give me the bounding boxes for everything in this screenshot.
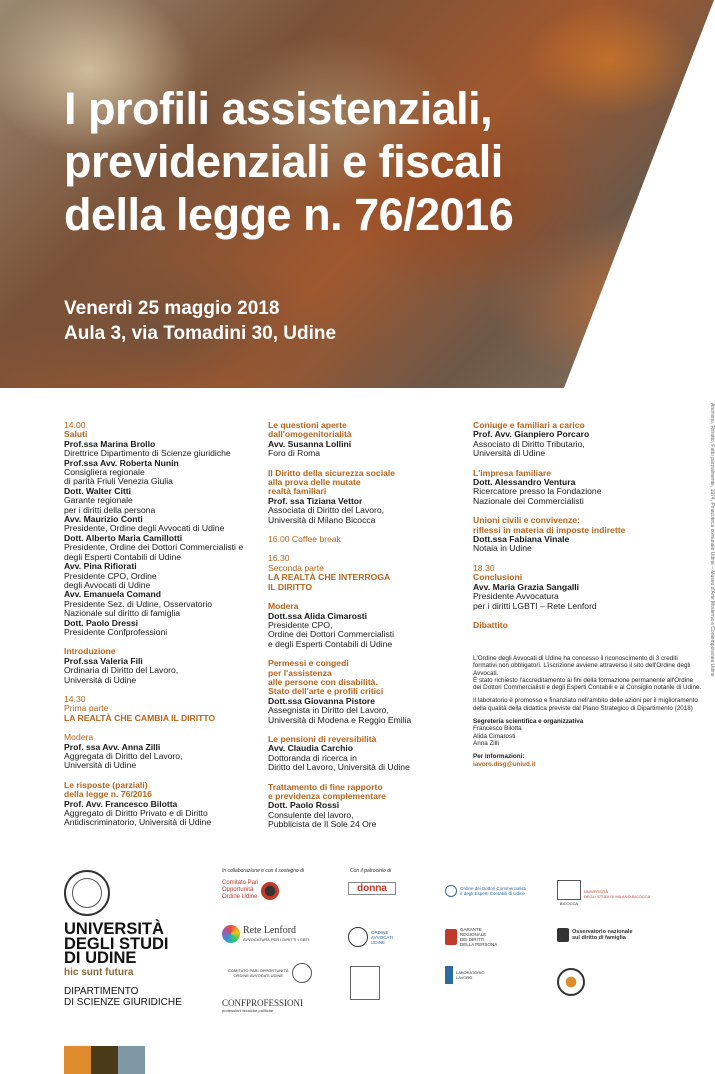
info-title: Per informazioni: — [473, 753, 525, 761]
time-label: 16.30 — [268, 553, 290, 564]
time-label: 18.30 — [473, 562, 495, 573]
speaker-role: Direttrice Dipartimento di Scienze giuridiche — [64, 448, 231, 459]
secretariat-title: Segreteria scientifica e organizzativa — [473, 718, 584, 726]
university-motto: hic sunt futura — [64, 967, 134, 978]
speaker-name: Avv. Emanuela Comand — [64, 589, 161, 600]
hero-artwork — [0, 0, 714, 388]
program-column-3 — [473, 421, 693, 640]
part2-block — [268, 554, 463, 592]
speaker-role: Aggregato di Diritto Privato e di Diritto Antidiscriminatorio, Università di Udine — [64, 808, 212, 828]
cpo-logo-text: Comitato Pari Opportunità Ordine Udine — [222, 880, 259, 900]
cpo-logo — [222, 880, 279, 901]
speaker-role: Consigliera regionale di parità Friuli Venezia Giulia — [64, 467, 173, 487]
color-swatch — [91, 1046, 118, 1074]
talk-title: Permessi e congedi per l'assistenza alle persone con disabilità. Stato dell'arte e profili critici — [268, 658, 384, 697]
debate-block — [473, 621, 693, 630]
intro-block — [64, 647, 254, 685]
confprofessioni-logo — [222, 1000, 303, 1014]
garante-text: GARANTE REGIONALE DEI DIRITTI DELLA PERSONA — [460, 927, 498, 947]
bicocca-icon — [557, 880, 581, 900]
talk-block — [473, 469, 693, 507]
speaker-role: Notaia in Udine — [473, 543, 532, 554]
speaker-role: Assegnista in Diritto del Lavoro, Università di Modena e Reggio Emilia — [268, 705, 412, 725]
confprofessioni-sub: professioni tecniche politiche — [222, 1008, 274, 1013]
collaboration-label: In collaborazione e con il sostegno di — [222, 868, 304, 874]
info-notes — [473, 655, 703, 768]
osservatorio-text: Osservatorio nazionale sul diritto di famiglia — [572, 929, 633, 941]
speaker-name: Prof.ssa Avv. Roberta Nunin — [64, 457, 179, 468]
speaker-role: Dottoranda di ricerca in Diritto del Lavoro, Università di Udine — [268, 752, 410, 773]
talk-title: Coniuge e familiari a carico — [473, 420, 585, 430]
speaker-name: Avv. Susanna Lollini — [268, 438, 352, 449]
lab-lavoro-icon — [445, 966, 453, 984]
talk-title: Le pensioni di reversibilità — [268, 733, 377, 744]
talk-block — [473, 421, 693, 459]
moderator-block — [268, 602, 463, 649]
section-title: Prima parte — [64, 703, 109, 714]
speaker-name: Prof.ssa Valeria Filì — [64, 655, 143, 666]
university-name: UNIVERSITÀ DEGLI STUDI DI UDINE — [64, 920, 169, 967]
ordine-avvocati-icon — [348, 927, 368, 947]
osservatorio-icon — [557, 928, 569, 942]
cpo-flower-icon — [261, 882, 279, 900]
talk-block — [268, 421, 463, 459]
talk-title: Le risposte (parziali) della legge n. 76/2016 — [64, 779, 152, 800]
funding-note: Il laboratorio è promosso e finanziato nell'ambito delle azioni per il miglioramento della qualità della didattica previste dal Piano Strategico di Dipartimento (2018) — [473, 697, 698, 712]
secretariat-names: Francesco Bilotta Alida Cimarosti Anna Zilli — [473, 725, 522, 747]
speaker-name: Prof. ssa Avv. Anna Zilli — [64, 741, 161, 752]
section-title: Modera — [64, 732, 94, 743]
info-email-link[interactable]: lavoro.disg@uniud.it — [473, 760, 536, 768]
cpo-avvocati-text: COMITATO PARI OPPORTUNITÀ ORDINE AVVOCATI UDINE — [228, 968, 289, 978]
speaker-name: Dott.ssa Giovanna Pistore — [268, 695, 375, 706]
speaker-name: Dott. Alessandro Ventura — [473, 477, 576, 488]
color-swatch — [64, 1046, 91, 1074]
cpo-avvocati-logo — [228, 963, 312, 983]
artwork-credit: Anonimo, Ritratto, Fatto parzialmente, 1974, Pinacoteca comunale Udine – Museo d'Arte Moderna e Contemporanea Udine — [709, 403, 715, 677]
program-column-1 — [64, 421, 254, 838]
credits-note: L'Ordine degli Avvocati di Udine ha concesso il riconoscimento di 3 crediti formativi non obbligatori. L'iscrizione avviene attraverso il sito dell'Ordine degli Avvocati. È stato richiesto l'accreditamento ai fini della formazione permanente all'Ordine dei Dottori Commercialisti e degli Esperti Contabili e al Consiglio notarile di Udine. — [473, 655, 702, 692]
section-title: Modera — [268, 601, 299, 612]
osservatorio-logo — [557, 928, 633, 942]
speaker-name: Prof. Avv. Francesco Bilotta — [64, 798, 178, 809]
talk-title: Il Diritto della sicurezza sociale alla prova delle mutate realtà familiari — [268, 467, 396, 497]
patronage-label: Con il patrocinio di — [350, 868, 392, 874]
part1-block — [64, 695, 254, 723]
rete-lenford-name: Rete Lenford — [243, 924, 297, 936]
speaker-role: Associato di Diritto Tributario, Università di Udine — [473, 438, 585, 459]
speaker-role: Presidente Confprofessioni — [64, 626, 168, 637]
speaker-role: Presidente, Ordine dei Dottori Commercialisti e degli Esperti Contabili di Udine — [64, 542, 244, 562]
speaker-name: Dott. Walter Citti — [64, 485, 131, 496]
ordine-avvocati-logo — [348, 927, 393, 947]
section-title: Saluti — [64, 429, 88, 440]
saluti-block — [64, 421, 254, 637]
talk-block — [268, 783, 463, 830]
color-swatch — [118, 1046, 145, 1074]
bicocca-word: BICOCCA — [559, 901, 579, 906]
speaker-name: Dott. Paolo Rossi — [268, 800, 340, 811]
lab-lavoro-logo — [445, 966, 485, 984]
speaker-name: Dott. Alberto Maria Camillotti — [64, 532, 183, 543]
lab-lavoro-text: LABORATORIO LAVORO — [456, 970, 485, 980]
conclusions-block — [473, 564, 693, 611]
speaker-role: Associata di Diritto del Lavoro, Università di Milano Bicocca — [268, 505, 385, 525]
event-date-place: Venerdì 25 maggio 2018 Aula 3, via Tomadini 30, Udine — [64, 298, 337, 344]
speaker-name: Prof. Avv. Gianpiero Porcaro — [473, 429, 590, 440]
talk-block — [64, 781, 254, 828]
talk-block — [268, 659, 463, 725]
rete-lenford-icon — [222, 925, 240, 943]
ordine-avvocati-text: ORDINE AVVOCATI UDINE — [371, 929, 394, 945]
time-label: 14.00 — [64, 420, 86, 430]
talk-title: L'impresa familiare — [473, 467, 551, 478]
speaker-name: Avv. Claudia Carchio — [268, 743, 354, 754]
historic-emblem-logo — [350, 966, 380, 1000]
section-title: Seconda parte — [268, 562, 324, 573]
speaker-name: Prof.ssa Marina Brollo — [64, 438, 156, 449]
speaker-role: Presidente Sez. di Udine, Osservatorio Nazionale sul diritto di famiglia — [64, 598, 213, 619]
speaker-name: Prof. ssa Tiziana Vettor — [268, 495, 363, 506]
university-seal-icon — [64, 870, 110, 916]
speaker-role: Aggregata di Diritto del Lavoro, Università di Udine — [64, 751, 183, 771]
section-title: Conclusioni — [473, 572, 523, 583]
speaker-role: Presidente CPO, Ordine dei Dottori Commercialisti e degli Esperti Contabili di Udine — [268, 619, 395, 649]
talk-block — [268, 735, 463, 773]
speaker-role: Presidente CPO, Ordine degli Avvocati di Udine — [64, 570, 157, 590]
section-title: Introduzione — [64, 646, 116, 657]
round-seal-icon — [557, 968, 585, 996]
speaker-role: Ricercatore presso la Fondazione Nazionale dei Commercialisti — [473, 486, 602, 506]
hero-corner-cut — [564, 0, 714, 388]
donna-logo-text: donna — [348, 882, 396, 895]
talk-title: Le questioni aperte dall'omogenitorialità — [268, 420, 352, 440]
section-subtitle: LA REALTÀ CHE INTERROGA IL DIRITTO — [268, 572, 391, 592]
bicocca-text: UNIVERSITÀ DEGLI STUDI DI MILANO-BICOCCA — [584, 888, 651, 899]
round-seal-logo — [557, 968, 585, 996]
talk-block — [473, 516, 693, 554]
garante-icon — [445, 929, 457, 945]
coffee-break — [268, 535, 463, 544]
speaker-name: Avv. Pina Rifiorati — [64, 561, 137, 572]
coffee-break-label: 16.00 Coffee break — [268, 534, 341, 545]
bicocca-logo — [557, 880, 650, 907]
speaker-name: Dott.ssa Fabiana Vinale — [473, 534, 570, 545]
speaker-role: Consulente del lavoro, Pubblicista de Il Sole 24 Ore — [268, 809, 377, 830]
speaker-role: Garante regionale per i diritti della persona — [64, 495, 156, 515]
talk-title: Unioni civili e convivenze: riflessi in materia di imposte indirette — [473, 515, 626, 535]
page-title: I profili assistenziali, previdenziali e fiscali della legge n. 76/2016 — [64, 83, 514, 240]
confprofessioni-name: CONFPROFESSIONI — [222, 998, 304, 1008]
speaker-role: Foro di Roma — [268, 448, 321, 459]
section-subtitle: LA REALTÀ CHE CAMBIA IL DIRITTO — [64, 712, 216, 723]
garante-logo — [445, 927, 497, 947]
speaker-role: Ordinaria di Diritto del Lavoro, Università di Udine — [64, 665, 179, 685]
section-title: Dibattito — [473, 619, 508, 630]
speaker-name: Avv. Maurizio Conti — [64, 514, 143, 525]
historic-emblem-icon — [350, 966, 380, 1000]
rete-lenford-logo — [222, 925, 309, 943]
odcec-logo — [445, 885, 526, 897]
donna-logo — [348, 882, 396, 895]
talk-block — [268, 469, 463, 525]
program-column-2 — [268, 421, 463, 840]
department-name: DIPARTIMENTO DI SCIENZE GIURIDICHE — [64, 986, 182, 1008]
rete-lenford-sub: AVVOCATURA PER I DIRITTI LGBTI — [243, 936, 310, 942]
odcec-icon — [445, 885, 457, 897]
speaker-role: Presidente Avvocatura per i diritti LGBTI – Rete Lenford — [473, 591, 597, 611]
speaker-name: Dott. Paolo Dressi — [64, 617, 139, 628]
speaker-role: Presidente, Ordine degli Avvocati di Udine — [64, 523, 225, 534]
speaker-name: Dott.ssa Alida Cimarosti — [268, 610, 368, 621]
moderator-block — [64, 733, 254, 771]
time-label: 14.30 — [64, 693, 86, 704]
odcec-text: Ordine dei Dottori Commercialisti e degli Esperti Contabili di Udine — [460, 886, 527, 896]
cpo-avvocati-icon — [292, 963, 312, 983]
speaker-name: Avv. Maria Grazia Sangalli — [473, 581, 580, 592]
talk-title: Trattamento di fine rapporto e previdenza complementare — [268, 781, 386, 801]
